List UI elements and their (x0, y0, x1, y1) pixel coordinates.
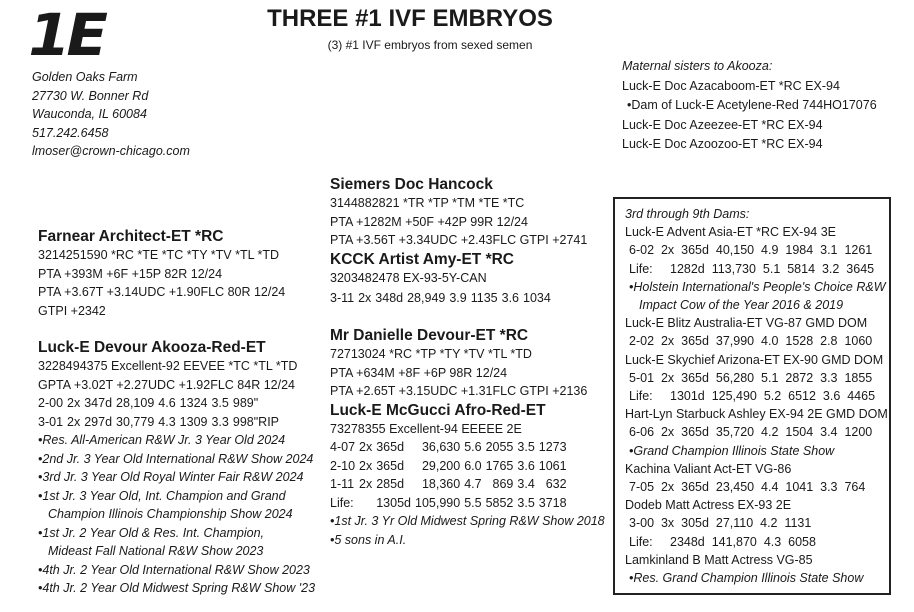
danielle-line: PTA +634M +8F +6P 98R 12/24 (330, 365, 508, 380)
record-cell: 3.5 (517, 440, 535, 454)
dams-heading: 3rd through 9th Dams: (625, 207, 750, 221)
record-cell: 2x (359, 477, 373, 491)
record-cell: 29,200 (421, 458, 461, 473)
honor-line: •5 sons in A.I. (330, 532, 407, 547)
dam-record: Life: 1282d 113,730 5.1 5814 3.2 3645 (629, 261, 875, 276)
record-cell: 5.5 (464, 495, 482, 510)
record-cell: 2x (67, 396, 81, 410)
record-cell: 1324 (179, 396, 208, 410)
akooza-name: Luck-E Devour Akooza-Red-ET (38, 339, 266, 356)
record-cell: 30,779 (116, 414, 155, 429)
maternal-line: Luck-E Doc Azacaboom-ET *RC EX-94 (622, 78, 840, 93)
dam-name: Luck-E Blitz Australia-ET VG-87 GMD DOM (625, 316, 868, 331)
dam-honor: •Res. Grand Champion Illinois State Show (629, 571, 864, 586)
record-cell: Life: (330, 495, 354, 510)
record-cell: 2x (359, 440, 373, 454)
farm-address: 27730 W. Bonner Rd (32, 88, 149, 103)
dam-record: Life: 2348d 141,870 4.3 6058 (629, 534, 816, 549)
record-cell: 36,630 (421, 440, 461, 454)
amy-records (330, 289, 555, 308)
record-cell: 3.3 (211, 414, 229, 429)
record-cell: 2x (358, 291, 372, 305)
record-cell: 285d (376, 477, 405, 491)
record-cell: 6.0 (464, 458, 482, 473)
record-cell: 3-11 (330, 291, 355, 305)
honor-line: Mideast Fall National R&W Show 2023 (48, 544, 264, 558)
danielle-line: PTA +2.65T +3.15UDC +1.31FLC GTPI +2136 (330, 384, 588, 398)
record-cell: 2x (359, 458, 373, 473)
dams-box (613, 197, 891, 595)
architect-line: GTPI +2342 (38, 303, 106, 318)
record-cell: 1765 (485, 458, 514, 473)
record-cell: 18,360 (421, 477, 461, 491)
maternal-line: •Dam of Luck-E Acetylene-Red 744HO17076 (627, 98, 877, 112)
dam-record: 3-00 3x 305d 27,110 4.2 1131 (629, 516, 812, 531)
honor-line: •1st Jr. 2 Year Old & Res. Int. Champion, (38, 525, 265, 540)
akooza-records (38, 394, 283, 431)
record-cell: 632 (545, 477, 567, 491)
maternal-sisters (622, 57, 877, 155)
hancock-line: PTA +3.56T +3.34UDC +2.43FLC GTPI +2741 (330, 233, 588, 247)
table-row (330, 289, 555, 308)
dams-list (625, 223, 889, 587)
danielle-name: Mr Danielle Devour-ET *RC (330, 327, 529, 344)
record-cell: 365d (376, 458, 405, 473)
farm-logo: 1E (28, 1, 104, 69)
dam-record: 2-02 2x 365d 37,990 4.0 1528 2.8 1060 (629, 334, 873, 349)
record-cell: 869 (492, 477, 514, 491)
record-cell: 3-01 (38, 414, 64, 429)
record-cell: 1273 (538, 440, 567, 454)
record-cell: 28,949 (407, 291, 446, 305)
dam-name: Hart-Lyn Starbuck Ashley EX-94 2E GMD DOM (625, 407, 888, 422)
record-cell: 2-00 (38, 396, 64, 410)
dam-name: Dodeb Matt Actress EX-93 2E (625, 498, 792, 513)
amy-name: KCCK Artist Amy-ET *RC (330, 250, 515, 268)
honor-line: •2nd Jr. 3 Year Old International R&W Show 2024 (38, 451, 314, 466)
record-cell: 1061 (538, 458, 567, 473)
honor-line: •1st Jr. 3 Year Old, Int. Champion and Grand (38, 488, 286, 503)
dam-record: Life: 1301d 125,490 5.2 6512 3.6 4465 (629, 389, 876, 404)
record-cell: 3.6 (501, 291, 520, 305)
record-cell: 1309 (179, 414, 208, 429)
record-cell: 1135 (470, 291, 498, 305)
record-cell: 297d (84, 414, 113, 429)
page-title: THREE #1 IVF EMBRYOS (267, 5, 553, 32)
honor-line: •Res. All-American R&W Jr. 3 Year Old 2024 (38, 433, 286, 447)
maternal-line: Luck-E Doc Azeezee-ET *RC EX-94 (622, 117, 823, 132)
record-cell: 347d (84, 396, 113, 410)
farm-email: lmoser@crown-chicago.com (32, 144, 190, 158)
afro-id: 73278355 Excellent-94 EEEEE 2E (330, 421, 522, 436)
record-cell: 105,990 (415, 495, 461, 510)
dam-akooza (38, 338, 315, 598)
record-cell: 348d (375, 291, 404, 305)
architect-line: 3214251590 *RC *TE *TC *TY *TV *TL *TD (38, 248, 280, 262)
record-cell: 4.3 (158, 414, 176, 429)
page-subtitle: (3) #1 IVF embryos from sexed semen (327, 38, 533, 52)
farm-city: Wauconda, IL 60084 (32, 107, 147, 121)
architect-line: PTA +3.67T +3.14UDC +1.90FLC 80R 12/24 (38, 285, 286, 299)
dam-record: 5-01 2x 365d 56,280 5.1 2872 3.3 1855 (629, 370, 873, 385)
maternal-line: Luck-E Doc Azoozoo-ET *RC EX-94 (622, 137, 823, 151)
table-row (330, 475, 571, 494)
akooza-line: 3228494375 Excellent-92 EEVEE *TC *TL *TD (38, 359, 298, 373)
maternal-heading: Maternal sisters to Akooza: (622, 59, 773, 73)
record-cell: 1305d (376, 495, 411, 510)
dam-name: Lamkinland B Matt Actress VG-85 (625, 552, 813, 567)
architect-name: Farnear Architect-ET *RC (38, 228, 224, 245)
record-cell: 3.6 (517, 458, 535, 473)
honor-line: •1st Jr. 3 Yr Old Midwest Spring R&W Show 2018 (330, 514, 605, 528)
record-cell: 5.6 (464, 440, 482, 454)
record-cell: 4.7 (464, 477, 482, 491)
amy-id: 3203482478 EX-93-5Y-CAN (330, 270, 487, 285)
record-cell: 3.5 (211, 396, 229, 410)
sire-hancock (330, 175, 587, 308)
record-cell: 3.4 (517, 477, 535, 491)
honor-line: •3rd Jr. 3 Year Old Royal Winter Fair R&W 2024 (38, 470, 304, 484)
record-cell: 2-10 (330, 458, 356, 473)
dam-record: 6-06 2x 365d 35,720 4.2 1504 3.4 1200 (629, 425, 873, 440)
table-row (330, 494, 571, 513)
record-cell: 28,109 (116, 396, 155, 410)
record-cell: 365d (376, 440, 405, 454)
hancock-line: PTA +1282M +50F +42P 99R 12/24 (330, 214, 528, 229)
record-cell: 3.9 (449, 291, 467, 305)
record-cell: 3718 (538, 495, 567, 510)
record-cell: 5852 (485, 495, 514, 510)
farm-name: Golden Oaks Farm (32, 70, 138, 84)
record-cell: 989" (232, 396, 259, 410)
danielle-line: 72713024 *RC *TP *TY *TV *TL *TD (330, 347, 532, 361)
dam-record: 6-02 2x 365d 40,150 4.9 1984 3.1 1261 (629, 243, 873, 258)
farm-phone: 517.242.6458 (32, 125, 109, 140)
dam-honor: Impact Cow of the Year 2016 & 2019 (639, 298, 844, 313)
architect-line: PTA +393M +6F +15P 82R 12/24 (38, 266, 223, 281)
record-cell: 1-11 (330, 477, 355, 491)
honor-line: Champion Illinois Championship Show 2024 (48, 507, 293, 521)
afro-name: Luck-E McGucci Afro-Red-ET (330, 401, 546, 419)
record-cell: 2x (67, 414, 81, 429)
honor-line: •4th Jr. 2 Year Old International R&W Show 2023 (38, 562, 310, 577)
dam-name: Luck-E Advent Asia-ET *RC EX-94 3E (625, 225, 836, 240)
akooza-line: GPTA +3.02T +2.27UDC +1.92FLC 84R 12/24 (38, 377, 295, 392)
table-row (330, 438, 571, 457)
record-cell: 3.5 (517, 495, 535, 510)
sire-danielle (330, 326, 605, 549)
dam-record: 7-05 2x 365d 23,450 4.4 1041 3.3 764 (629, 480, 866, 495)
dam-honor: •Grand Champion Illinois State Show (629, 443, 835, 458)
hancock-line: 3144882821 *TR *TP *TM *TE *TC (330, 196, 525, 210)
table-row (330, 457, 571, 476)
record-cell: 4.6 (158, 396, 176, 410)
sire-architect (38, 227, 285, 320)
table-row (38, 413, 283, 432)
afro-records (330, 438, 571, 512)
table-row (38, 394, 283, 413)
honor-line: •4th Jr. 2 Year Old Midwest Spring R&W Show '23 (38, 581, 316, 595)
farm-contact (32, 68, 190, 161)
dam-name: Kachina Valiant Act-ET VG-86 (625, 461, 792, 476)
dam-honor: •Holstein International's People's Choice R&W (629, 279, 886, 294)
record-cell: 2055 (485, 440, 514, 454)
record-cell: 1034 (523, 291, 551, 305)
record-cell: 998"RIP (232, 414, 280, 429)
hancock-name: Siemers Doc Hancock (330, 176, 493, 193)
dam-name: Luck-E Skychief Arizona-ET EX-90 GMD DOM (625, 352, 884, 367)
record-cell: 4-07 (330, 440, 356, 454)
